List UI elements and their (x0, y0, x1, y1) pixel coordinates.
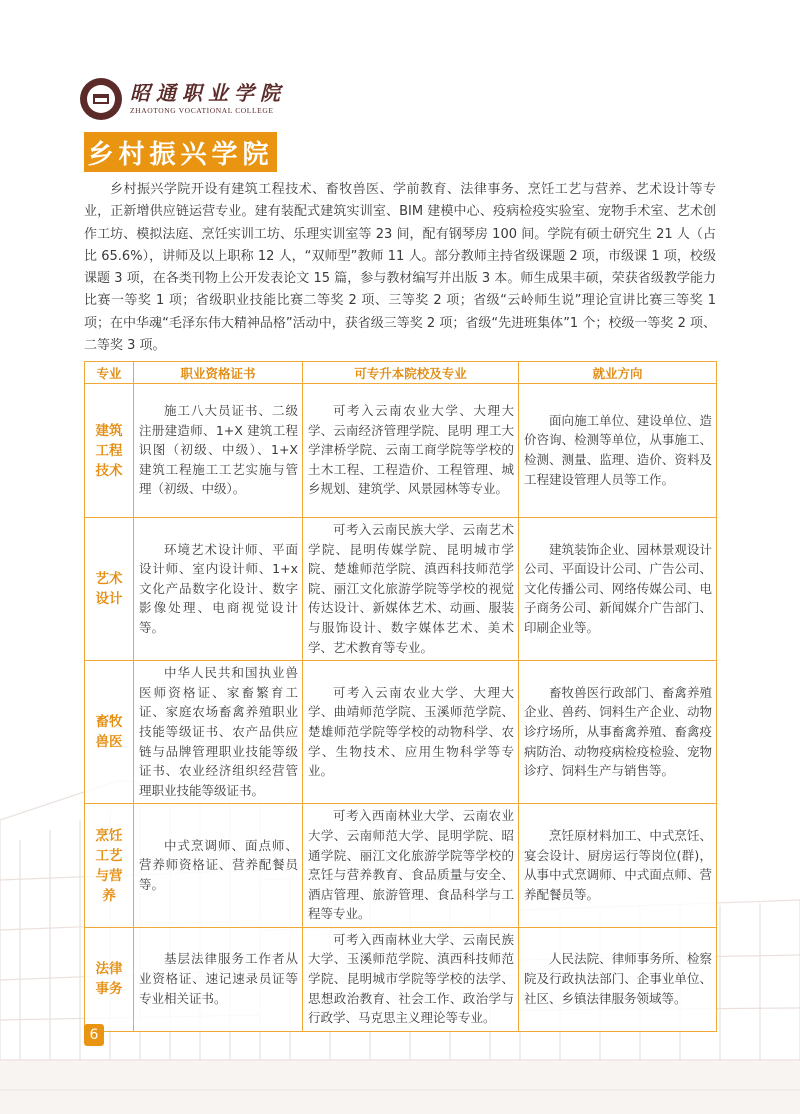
certificates-cell (134, 384, 303, 518)
table-row (85, 661, 717, 804)
employment-cell (519, 927, 717, 1031)
upgrade-cell (303, 927, 519, 1031)
certificates-cell (134, 661, 303, 804)
major-label: 畜牧兽医 (95, 714, 123, 751)
college-seal-icon (80, 78, 122, 120)
certificates-text: 环境艺术设计师、平面设计师、室内设计师、1+x 文化产品数字化设计、数字影像处理、电商视觉设计等。 (139, 541, 298, 635)
major-label: 法律事务 (95, 961, 123, 998)
major-name (85, 804, 134, 928)
major-name (85, 384, 134, 518)
upgrade-text: 可考入云南民族大学、云南艺术学院、昆明传媒学院、昆明城市学院、楚雄师范学院、滇西科技师范学院、丽江文化旅游学院等学校的视觉传达设计、新媒体艺术、动画、服装与服饰设计、数字媒体艺术、美术学、艺术教育等专业。 (308, 522, 514, 655)
certificates-cell (134, 927, 303, 1031)
upgrade-text: 可考入西南林业大学、云南农业大学、云南师范大学、昆明学院、昭通学院、丽江文化旅游学院等学校的烹饪与营养教育、食品质量与安全、酒店管理、旅游管理、食品科学与工程等专业。 (308, 808, 514, 922)
certificates-text: 施工八大员证书、二级注册建造师、1+X 建筑工程识图（初级、中级）、1+X 建筑工程施工工艺实施与管理（初级、中级）。 (139, 403, 298, 497)
major-label: 建筑工程技术 (95, 422, 123, 479)
upgrade-cell (303, 661, 519, 804)
header-upgrade: 可专升本院校及专业 (303, 362, 519, 384)
table-row (85, 927, 717, 1031)
major-label: 烹饪工艺与营养 (95, 827, 123, 904)
major-label: 艺术设计 (95, 571, 123, 608)
certificates-cell (134, 518, 303, 661)
page-number: 6 (84, 1024, 104, 1046)
certificates-text: 中式烹调师、面点师、营养师资格证、营养配餐员等。 (139, 837, 298, 892)
upgrade-cell (303, 804, 519, 928)
table-row (85, 384, 717, 518)
table-row (85, 518, 717, 661)
major-name (85, 518, 134, 661)
employment-text: 面向施工单位、建设单位、造价咨询、检测等单位，从事施工、检测、测量、监理、造价、资料及工程建设管理人员等工作。 (524, 412, 712, 487)
college-name-en: ZHAOTONG VOCATIONAL COLLEGE (130, 106, 274, 115)
intro-paragraph: 乡村振兴学院开设有建筑工程技术、畜牧兽医、学前教育、法律事务、烹饪工艺与营养、艺术设计等专业，正新增供应链运营专业。建有装配式建筑实训室、BIM 建模中心、疫病检疫实验室、宠物手术室、艺术创作工坊、模拟法庭、烹饪实训工坊、乐理实训室等 23 间，配有钢琴房 100 间。学院有硕士研究生 21 人（占比 65.6%），讲师及以上职称 12 人，“双师型”教师 11 人。部分教师主持省级课题 2 项，市级课 1 项，校级课题 3 项，在各类刊物上公开发表论文 15 篇，参与教材编写并出版 3 本。师生成果丰硕，荣获省级教学能力比赛一等奖 1 项；省级职业技能比赛二等奖 2 项、三等奖 2 项；省级“云岭师生说”理论宣讲比赛三等奖 1 项；在中华魂“毛泽东伟大精神品格”活动中，获省级三等奖 2 项；省级“先进班集体”1 个；校级一等奖 2 项、二等奖 3 项。 (84, 182, 716, 354)
major-name (85, 927, 134, 1031)
upgrade-cell (303, 518, 519, 661)
employment-text: 畜牧兽医行政部门、畜禽养殖企业、兽药、饲料生产企业、动物诊疗场所，从事畜禽养殖、畜禽疫病防治、动物疫病检疫检验、宠物诊疗、饲料生产与销售等。 (524, 684, 712, 779)
employment-cell (519, 518, 717, 661)
certificates-text: 中华人民共和国执业兽医师资格证、家畜繁育工证、家庭农场畜禽养殖职业技能等级证书、农产品供应链与品牌管理职业技能等级证书、农业经济组织经营管理职业技能等级证书。 (139, 665, 298, 798)
table-header-row (85, 362, 717, 384)
employment-cell (519, 804, 717, 928)
certificates-cell (134, 804, 303, 928)
major-name (85, 661, 134, 804)
certificates-text: 基层法律服务工作者从业资格证、速记速录员证等专业相关证书。 (139, 951, 298, 1006)
section-title: 乡村振兴学院 (84, 132, 277, 172)
employment-cell (519, 661, 717, 804)
header-major: 专业 (85, 362, 134, 384)
header-employment: 就业方向 (519, 362, 717, 384)
employment-text: 人民法院、律师事务所、检察院及行政执法部门、企事业单位、社区、乡镇法律服务领域等。 (524, 951, 712, 1006)
employment-text: 建筑装饰企业、园林景观设计公司、平面设计公司、广告公司、文化传播公司、网络传媒公司、电子商务公司、新闻媒介广告部门、印刷企业等。 (524, 541, 712, 635)
upgrade-cell (303, 384, 519, 518)
employment-cell (519, 384, 717, 518)
college-logo (80, 74, 286, 124)
upgrade-text: 可考入云南农业大学、大理大学、云南经济管理学院、昆明 理工大学津桥学院、云南工商学院等学校的土木工程、工程造价、工程管理、城乡规划、建筑学、风景园林等专业。 (308, 403, 514, 497)
table-row (85, 804, 717, 928)
upgrade-text: 可考入西南林业大学、云南民族大学、玉溪师范学院、滇西科技师范学院、昆明城市学院等学校的法学、思想政治教育、社会工作、政治学与行政学、马克思主义理论等专业。 (308, 931, 514, 1026)
college-name-cn: 昭通职业学院 (130, 81, 286, 105)
employment-text: 烹饪原材料加工、中式烹饪、宴会设计、厨房运行等岗位(群)，从事中式烹调师、中式面点师、营养配餐员等。 (524, 827, 712, 902)
header-certificates: 职业资格证书 (134, 362, 303, 384)
upgrade-text: 可考入云南农业大学、大理大学、曲靖师范学院、玉溪师范学院、楚雄师范学院等学校的动物科学、农学、生物技术、应用生物科学等专业。 (308, 684, 514, 779)
majors-table (84, 361, 717, 1032)
